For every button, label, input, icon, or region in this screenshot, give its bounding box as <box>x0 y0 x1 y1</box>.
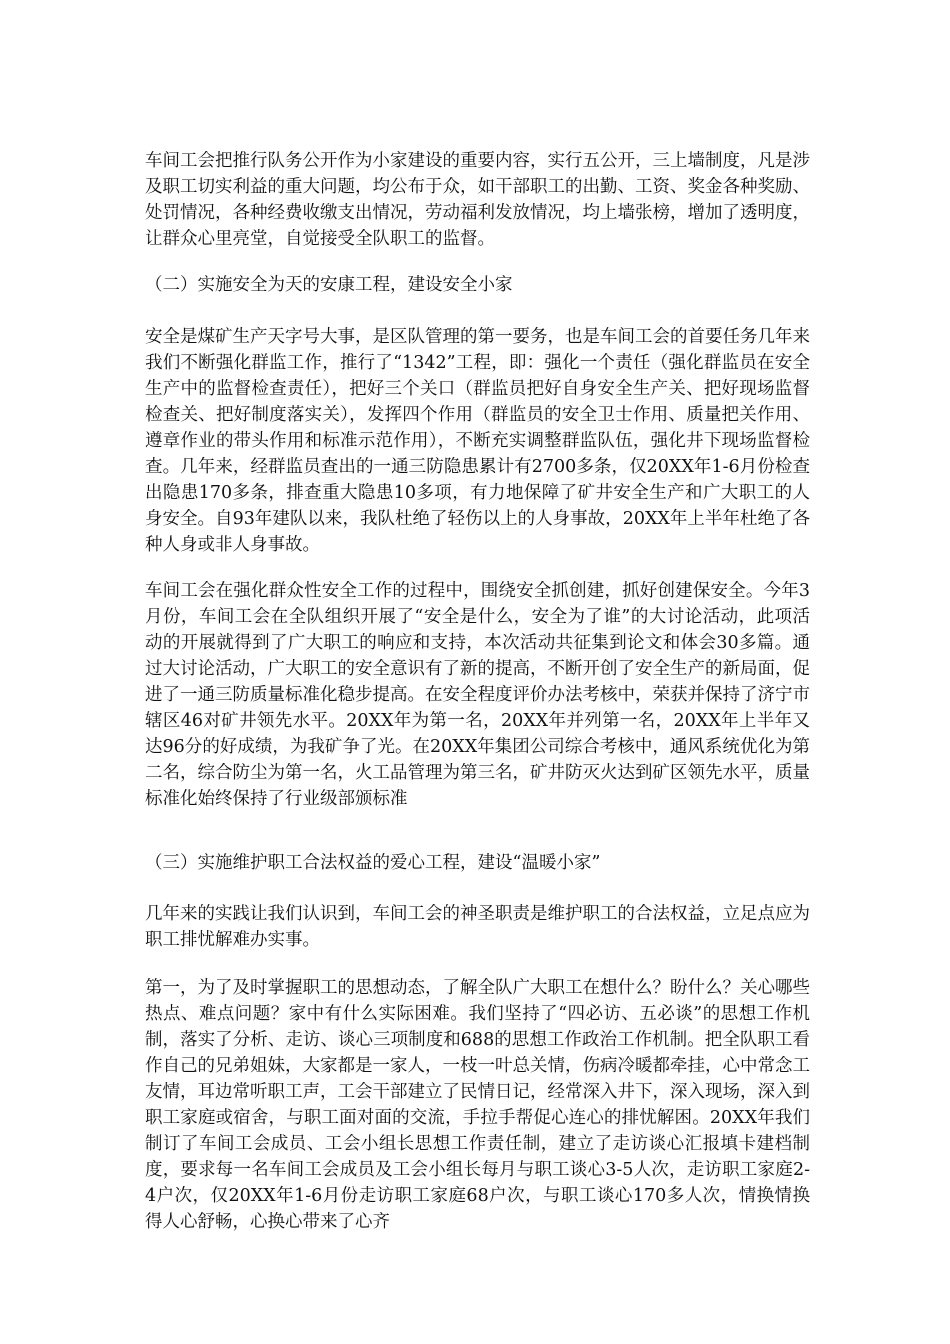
paragraph-5: 第一，为了及时掌握职工的思想动态，了解全队广大职工在想什么？盼什么？关心哪些热点、难点问题？家中有什么实际困难。我们坚持了“四必访、五必谈”的思想工作机制，落实了分析、走访、谈心三项制度和688的思想工作政治工作机制。把全队职工看作自己的兄弟姐妹，大家都是一家人，一枝一叶总关情，伤病冷暖都牵挂，心中常念工友情，耳边常听职工声，工会干部建立了民情日记，经常深入井下，深入现场，深入到职工家庭或宿舍，与职工面对面的交流，手拉手帮促心连心的排忧解困。20XX年我们制订了车间工会成员、工会小组长思想工作责任制，建立了走访谈心汇报填卡建档制度，要求每一名车间工会成员及工会小组长每月与职工谈心3-5人次，走访职工家庭2-4户次，仅20XX年1-6月份走访职工家庭68户次，与职工谈心170多人次，情换情换得人心舒畅，心换心带来了心齐 <box>145 978 810 1232</box>
paragraph-3: 车间工会在强化群众性安全工作的过程中，围绕安全抓创建，抓好创建保安全。今年3月份，车间工会在全队组织开展了“安全是什么，安全为了谁”的大讨论活动，此项活动的开展就得到了广大职工的响应和支持，本次活动共征集到论文和体会30多篇。通过大讨论活动，广大职工的安全意识有了新的提高，不断开创了安全生产的新局面，促进了一通三防质量标准化稳步提高。在安全程度评价办法考核中，荣获并保持了济宁市辖区46对矿井领先水平。20XX年为第一名，20XX年并列第一名，20XX年上半年又达96分的好成绩，为我矿争了光。在20XX年集团公司综合考核中，通风系统优化为第二名，综合防尘为第一名，火工品管理为第三名，矿井防灭火达到矿区领先水平，质量标准化始终保持了行业级部颁标准 <box>145 581 810 809</box>
paragraph-1: 车间工会把推行队务公开作为小家建设的重要内容，实行五公开，三上墙制度，凡是涉及职工切实利益的重大问题，均公布于众，如干部职工的出勤、工资、奖金各种奖励、处罚情况，各种经费收缴支出情况，劳动福利发放情况，均上墙张榜，增加了透明度，让群众心里亮堂，自觉接受全队职工的监督。 <box>145 151 810 249</box>
paragraph-4-block <box>145 901 810 953</box>
paragraph-3-block <box>145 578 810 812</box>
section-heading-3: （三）实施维护职工合法权益的爱心工程，建设“温暖小家” <box>145 853 601 873</box>
paragraph-4: 几年来的实践让我们认识到，车间工会的神圣职责是维护职工的合法权益，立足点应为职工排忧解难办实事。 <box>145 904 810 950</box>
paragraph-2-block <box>145 324 810 558</box>
paragraph-1-block <box>145 148 810 252</box>
paragraph-2: 安全是煤矿生产天字号大事，是区队管理的第一要务，也是车间工会的首要任务几年来我们不断强化群监工作，推行了“1342”工程，即：强化一个责任（强化群监员在安全生产中的监督检查责任），把好三个关口（群监员把好自身安全生产关、把好现场监督检查关、把好制度落实关），发挥四个作用（群监员的安全卫士作用、质量把关作用、遵章作业的带头作用和标准示范作用），不断充实调整群监队伍，强化井下现场监督检查。几年来，经群监员查出的一通三防隐患累计有2700多条，仅20XX年1-6月份检查出隐患170多条，排查重大隐患10多项，有力地保障了矿井安全生产和广大职工的人身安全。自93年建队以来，我队杜绝了轻伤以上的人身事故，20XX年上半年杜绝了各种人身或非人身事故。 <box>145 327 810 555</box>
section-heading-2: （二）实施安全为天的安康工程，建设安全小家 <box>145 275 513 295</box>
paragraph-5-block <box>145 975 810 1235</box>
